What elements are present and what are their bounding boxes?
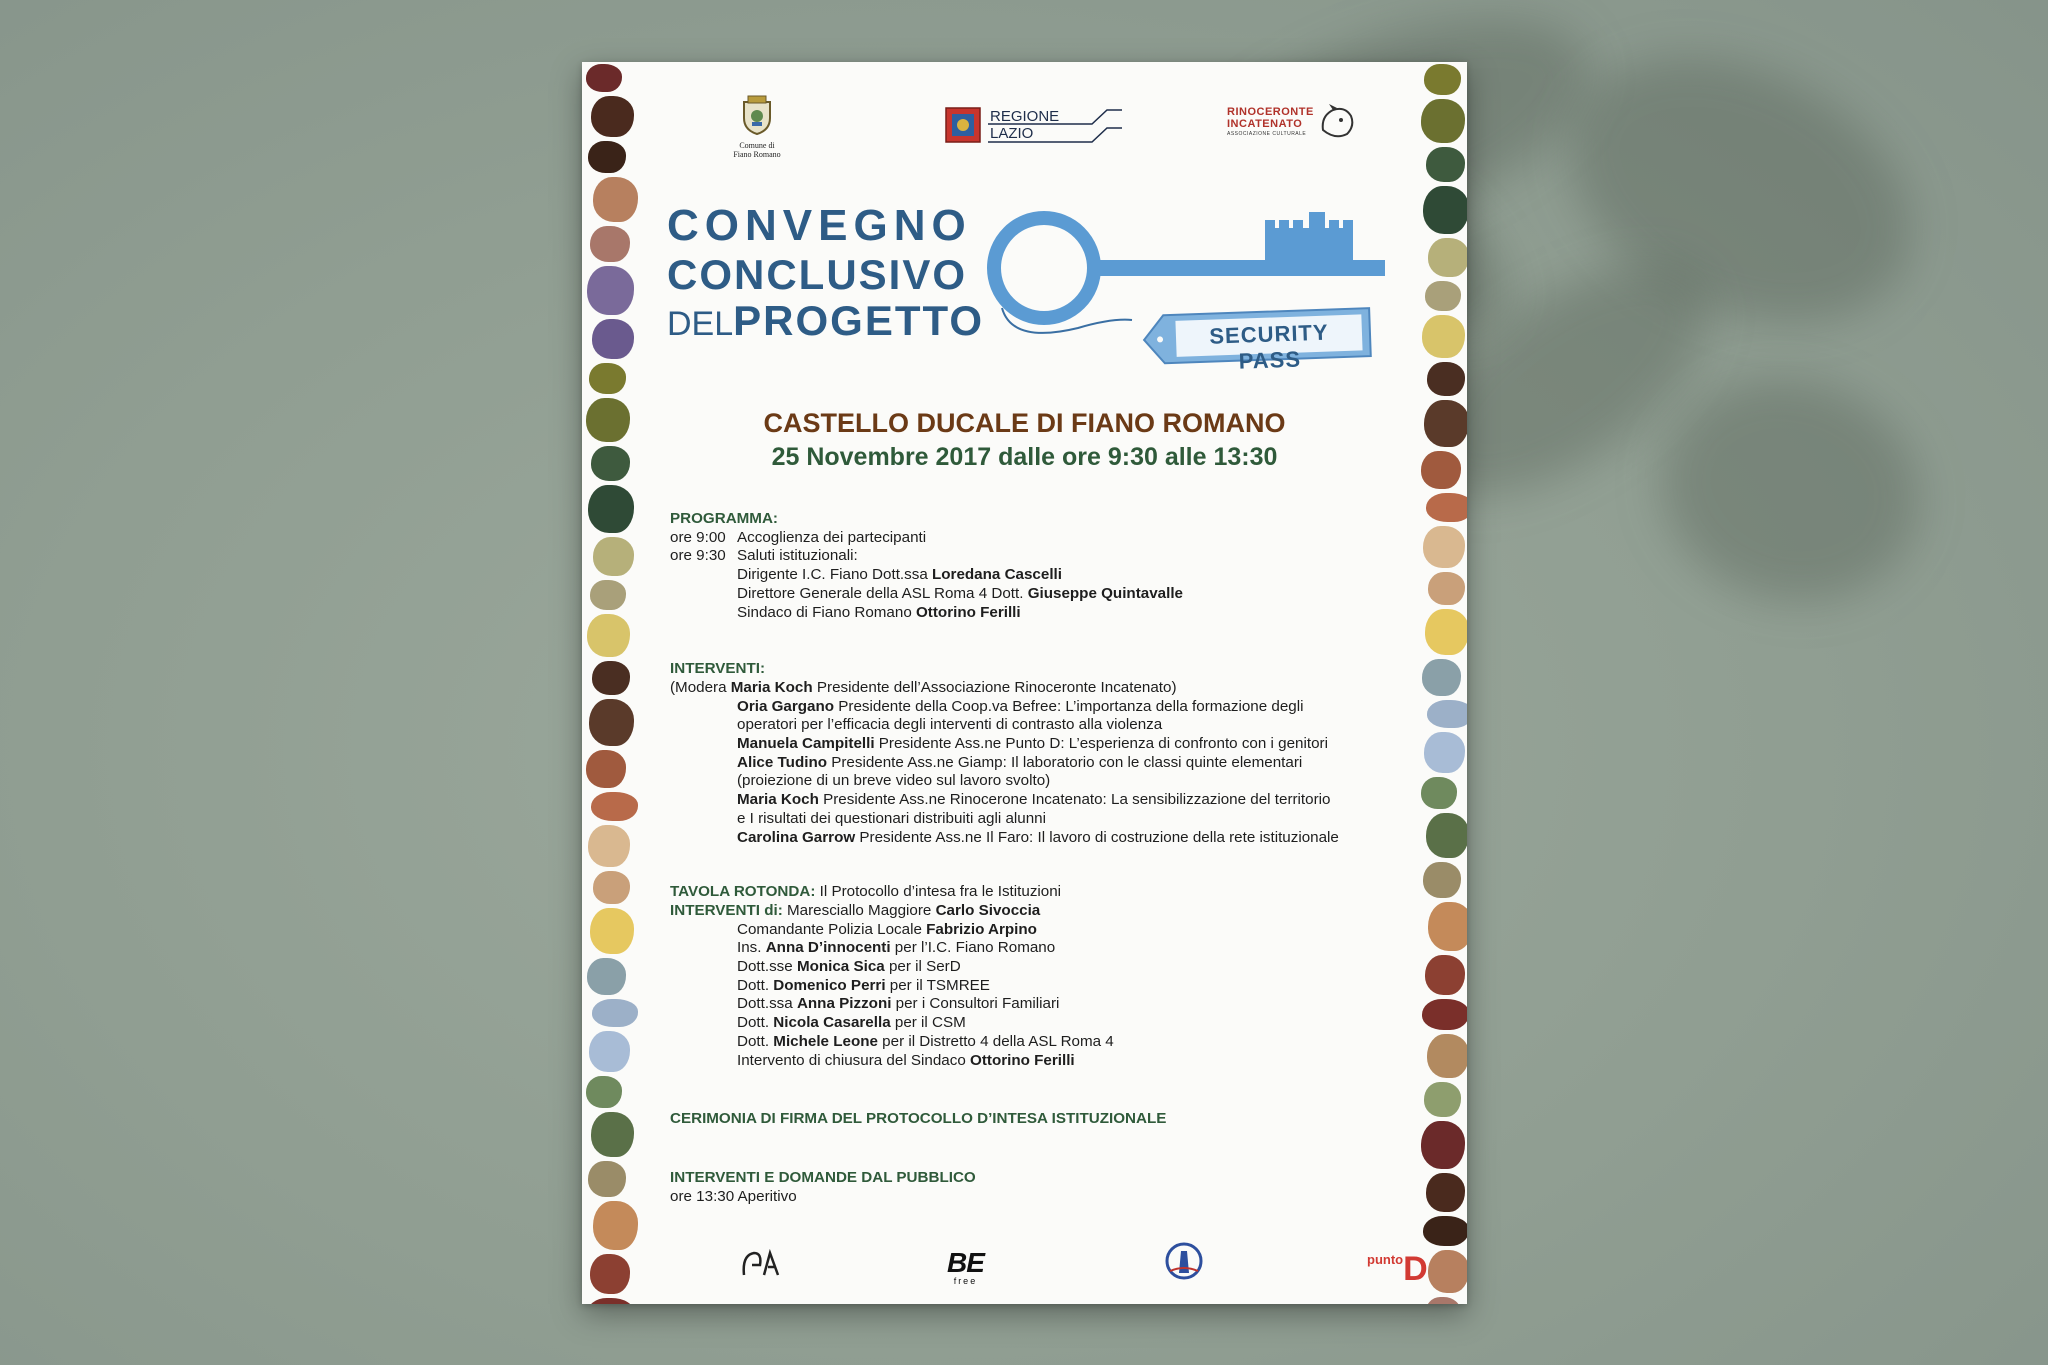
speaker-role: Maresciallo Maggiore — [782, 901, 936, 919]
stone — [586, 1076, 622, 1108]
stone — [592, 999, 638, 1027]
title-line-2: CONCLUSIVO — [667, 251, 968, 298]
programma-heading: PROGRAMMA: — [670, 510, 778, 527]
rinoceronte-logo — [1227, 102, 1357, 152]
stone — [1423, 526, 1465, 568]
stone — [590, 908, 634, 954]
rino-label-3: ASSOCIAZIONE CULTURALE — [1227, 131, 1307, 137]
giamp-logo — [740, 1245, 784, 1286]
tavola-text: Il Protocollo d’intesa fra le Istituzioni — [815, 883, 1062, 901]
stone — [588, 141, 626, 173]
stone — [1427, 1034, 1467, 1078]
stone — [1428, 902, 1467, 951]
speaker-name: Domenico Perri — [773, 976, 886, 994]
schedule-text: Saluti istituzionali: — [737, 547, 858, 565]
tavola-speakers-line — [670, 902, 1397, 921]
tavola-heading: TAVOLA ROTONDA: — [670, 883, 816, 901]
moderator-name: Maria Koch — [730, 678, 813, 696]
logo-row — [662, 86, 1387, 176]
tavola-interventi-heading: INTERVENTI di: — [670, 901, 783, 919]
stone — [591, 96, 634, 137]
conference-title — [667, 201, 985, 344]
speaker-org: per il SerD — [884, 958, 961, 976]
stone — [1428, 572, 1465, 605]
stone — [1426, 147, 1465, 182]
stone — [1423, 1216, 1467, 1246]
stone — [593, 1201, 638, 1250]
speaker-name: Michele Leone — [773, 1032, 878, 1050]
stone — [591, 1112, 634, 1157]
stone — [587, 1298, 634, 1304]
stone — [1426, 1173, 1465, 1212]
befree-logo — [947, 1247, 984, 1286]
speaker-name: Carlo Sivoccia — [935, 901, 1041, 919]
moderator-post: Presidente dell’Associazione Rinoceronte Incatenato) — [812, 678, 1177, 696]
punto-d-letter: D — [1403, 1250, 1428, 1288]
speaker-name: Anna D’innocenti — [765, 939, 891, 957]
talk-continuation: e I risultati dei questionari distribuiti agli alunni — [737, 809, 1046, 827]
stone — [589, 699, 634, 746]
security-pass-tag — [1141, 304, 1375, 374]
stone — [1423, 862, 1461, 898]
sponsor-row — [662, 1238, 1428, 1288]
talk-text: Presidente Ass.ne Punto D: L’esperienza di confronto con i genitori — [874, 735, 1328, 753]
speaker-name: Fabrizio Arpino — [926, 920, 1037, 938]
stone — [1421, 99, 1465, 143]
wall-shadow — [1636, 350, 1944, 630]
giamp-icon — [740, 1245, 784, 1281]
talk-item — [670, 754, 1397, 773]
stone — [1421, 1121, 1465, 1169]
stone — [590, 226, 630, 262]
stone-border-right — [1417, 62, 1467, 1304]
stone — [1426, 493, 1467, 522]
cerimonia-heading: CERIMONIA DI FIRMA DEL PROTOCOLLO D’INTESA ISTITUZIONALE — [670, 1110, 1167, 1128]
talk-item — [670, 698, 1397, 717]
schedule-time: ore 9:00 — [670, 528, 726, 546]
lighthouse-icon — [1162, 1241, 1206, 1281]
pubblico-heading: INTERVENTI E DOMANDE DAL PUBBLICO — [670, 1168, 976, 1186]
speaker-role: Dott. — [737, 976, 774, 994]
stone — [1425, 281, 1461, 311]
regione-lazio-logo — [942, 104, 1122, 154]
interventi-heading: INTERVENTI: — [670, 660, 766, 678]
speaker-role: Comandante Polizia Locale — [737, 920, 927, 938]
stone — [590, 1254, 630, 1294]
speaker-name: Oria Gargano — [737, 697, 835, 715]
tavola-speaker — [670, 995, 1397, 1014]
punto-d-logo — [1367, 1252, 1428, 1286]
stone — [589, 363, 626, 394]
schedule-time: ore 9:30 — [670, 547, 726, 565]
tavola-speaker — [670, 977, 1397, 996]
talk-text: Presidente Ass.ne Rinocerone Incatenato: La sensibilizzazione del territorio — [818, 791, 1331, 809]
tavola-speaker — [670, 1033, 1397, 1052]
title-line-1: CONVEGNO — [667, 201, 972, 250]
stone — [588, 485, 634, 533]
moderator-pre: (Modera — [670, 678, 731, 696]
speaker-org: per il TSMREE — [885, 976, 990, 994]
stone — [587, 266, 634, 315]
talk-text: Presidente della Coop.va Befree: L’importanza della formazione degli — [834, 697, 1304, 715]
aperitivo-line: ore 13:30 Aperitivo — [670, 1187, 797, 1205]
rino-label-2: INCATENATO — [1227, 118, 1303, 130]
regione-lines-icon — [942, 104, 1122, 146]
stone-border-left — [582, 62, 632, 1304]
moderator-line — [670, 679, 1397, 698]
speaker-role: Intervento di chiusura del Sindaco — [737, 1051, 971, 1069]
stone — [588, 825, 630, 867]
schedule-row — [670, 529, 1397, 548]
stone — [1422, 315, 1465, 358]
stone — [1424, 1082, 1461, 1117]
saluti-item — [670, 585, 1397, 604]
schedule-text: Accoglienza dei partecipanti — [737, 528, 927, 546]
coat-of-arms-icon — [740, 94, 774, 136]
stone — [592, 319, 634, 359]
punto-label: punto — [1367, 1252, 1404, 1267]
stone — [1422, 999, 1467, 1030]
speaker-role: Dott.sse — [737, 958, 797, 976]
saluti-name: Ottorino Ferilli — [915, 603, 1021, 621]
stone — [1425, 1297, 1461, 1304]
stone — [593, 871, 630, 904]
stone — [1423, 186, 1467, 234]
title-del: DEL — [667, 305, 734, 343]
tavola-speaker — [670, 921, 1397, 940]
saluti-item — [670, 566, 1397, 585]
tavola-speaker — [670, 939, 1397, 958]
speaker-role: Dott.ssa — [737, 995, 797, 1013]
stone — [586, 750, 626, 788]
talk-continuation: (proiezione di un breve video sul lavoro svolto) — [737, 772, 1051, 790]
stone — [588, 1161, 626, 1197]
stone — [586, 64, 622, 92]
venue-date: 25 Novembre 2017 dalle ore 9:30 alle 13:30 — [771, 443, 1278, 471]
stone — [1427, 700, 1467, 728]
venue-name: CASTELLO DUCALE DI FIANO ROMANO — [763, 408, 1286, 438]
stone — [1425, 609, 1467, 655]
title-progetto: PROGETTO — [733, 297, 985, 344]
comune-logo — [712, 94, 802, 159]
tavola-line — [670, 883, 1397, 902]
stone — [590, 580, 626, 610]
stone — [1428, 238, 1467, 277]
talk-continuation: operatori per l’efficacia degli interventi di contrasto alla violenza — [737, 716, 1163, 734]
stone — [592, 661, 630, 695]
speaker-name: Anna Pizzoni — [796, 995, 892, 1013]
talk-text: Presidente Ass.ne Il Faro: Il lavoro di costruzione della rete istituzionale — [855, 828, 1339, 846]
befree-sub: free — [953, 1276, 978, 1286]
saluti-name: Loredana Cascelli — [931, 566, 1062, 584]
speaker-name: Ottorino Ferilli — [970, 1051, 1075, 1069]
il-faro-logo — [1162, 1241, 1206, 1286]
poster — [582, 62, 1467, 1304]
regione-label-1: REGIONE — [990, 108, 1060, 125]
stone — [587, 614, 630, 657]
comune-label-2: Fiano Romano — [733, 150, 781, 159]
stone — [1424, 64, 1461, 95]
program — [670, 510, 1397, 1206]
speaker-name: Alice Tudino — [737, 753, 827, 771]
speaker-role: Dott. — [737, 1014, 774, 1032]
speaker-name: Maria Koch — [737, 791, 819, 809]
stone — [1426, 813, 1467, 858]
rino-label-1: RINOCERONTE — [1227, 106, 1314, 118]
speaker-name: Manuela Campitelli — [737, 735, 875, 753]
regione-label-2: LAZIO — [990, 125, 1034, 142]
saluti-role: Sindaco di Fiano Romano — [737, 603, 916, 621]
speaker-name: Nicola Casarella — [773, 1014, 891, 1032]
talk-item — [670, 829, 1397, 848]
security-pass-label: SECURITY PASS — [1208, 319, 1329, 374]
stone — [593, 177, 638, 222]
saluti-role: Direttore Generale della ASL Roma 4 Dott. — [737, 584, 1028, 602]
stone — [1425, 955, 1465, 995]
stone — [587, 958, 626, 995]
speaker-role: Dott. — [737, 1032, 774, 1050]
speaker-org: per i Consultori Familiari — [891, 995, 1060, 1013]
tavola-speaker — [670, 1052, 1397, 1071]
schedule-row — [670, 547, 1397, 566]
stone — [589, 1031, 630, 1072]
stone — [1428, 1250, 1467, 1293]
saluti-item — [670, 604, 1397, 623]
stone — [1422, 659, 1461, 696]
tavola-speaker — [670, 958, 1397, 977]
tavola-speaker — [670, 1014, 1397, 1033]
saluti-name: Giuseppe Quintavalle — [1027, 584, 1183, 602]
comune-label-1: Comune di — [739, 141, 775, 150]
talk-item — [670, 791, 1397, 810]
title-line-3 — [667, 297, 985, 344]
speaker-role: Ins. — [737, 939, 766, 957]
speaker-org: per il CSM — [890, 1014, 966, 1032]
venue-block — [582, 408, 1467, 472]
saluti-role: Dirigente I.C. Fiano Dott.ssa — [737, 566, 932, 584]
stone — [1421, 777, 1457, 809]
speaker-org: per il Distretto 4 della ASL Roma 4 — [877, 1032, 1114, 1050]
talk-item — [670, 735, 1397, 754]
befree-label: BE — [947, 1247, 984, 1278]
talk-text: Presidente Ass.ne Giamp: Il laboratorio con le classi quinte elementari — [827, 753, 1303, 771]
stone — [1427, 362, 1465, 396]
speaker-name: Carolina Garrow — [737, 828, 856, 846]
stone — [593, 537, 634, 576]
speaker-org: per l’I.C. Fiano Romano — [890, 939, 1056, 957]
speaker-name: Monica Sica — [796, 958, 885, 976]
stone — [1424, 732, 1465, 773]
stone — [591, 792, 638, 821]
rhinoceros-icon — [1317, 102, 1357, 142]
